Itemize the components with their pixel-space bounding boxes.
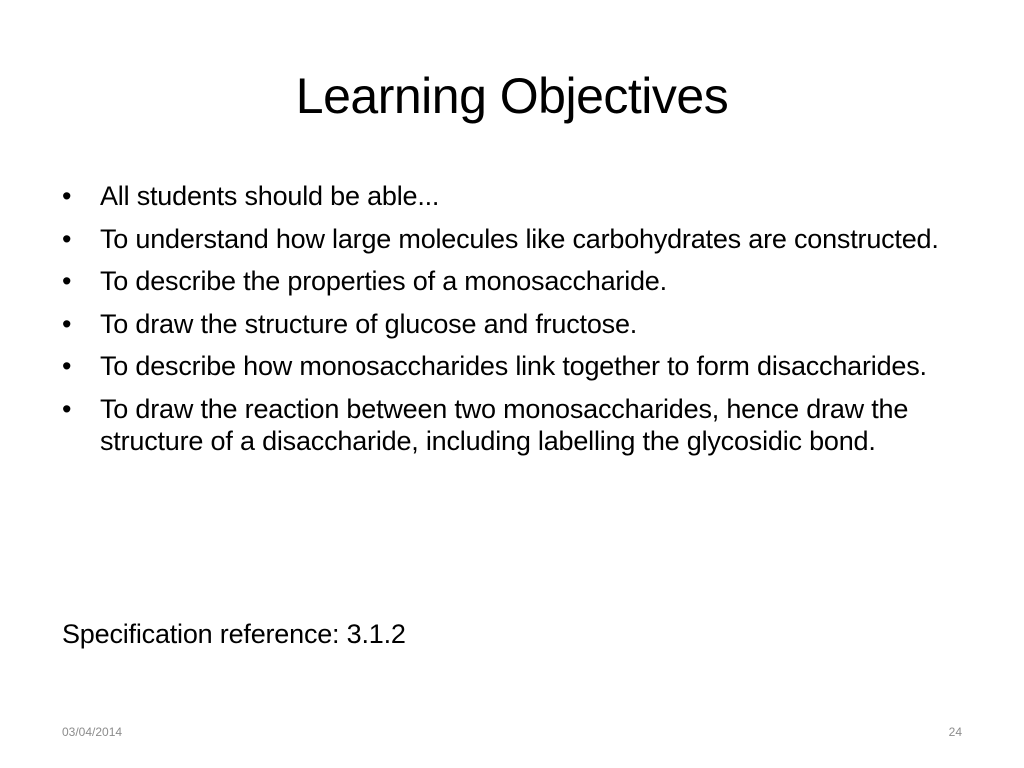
list-item <box>62 393 982 458</box>
bullet-icon: • <box>62 181 72 211</box>
list-item <box>62 223 982 256</box>
bullet-icon: • <box>62 308 72 339</box>
list-item-text: All students should be able... <box>100 181 440 211</box>
objectives-list <box>62 180 982 468</box>
list-item-text: To draw the structure of glucose and fructose. <box>100 308 638 339</box>
list-item <box>62 180 982 213</box>
list-item-text: To describe the properties of a monosaccharide. <box>100 266 667 296</box>
specification-reference: Specification reference: 3.1.2 <box>62 619 406 649</box>
list-item-text: To describe how monosaccharides link together to form disaccharides. <box>100 351 927 381</box>
footer-page-number: 24 <box>948 725 962 739</box>
bullet-icon: • <box>62 351 72 381</box>
bullet-icon: • <box>62 223 72 254</box>
list-item <box>62 350 982 383</box>
slide-title: Learning Objectives <box>295 68 729 124</box>
list-item-text: To draw the reaction between two monosaccharides, hence draw the structure of a disaccharide, including labelling the glycosidic bond. <box>100 393 909 456</box>
bullet-icon: • <box>62 266 72 296</box>
footer-date: 03/04/2014 <box>62 725 123 739</box>
list-item <box>62 265 982 298</box>
bullet-icon: • <box>62 393 72 424</box>
list-item <box>62 308 982 341</box>
list-item-text: To understand how large molecules like carbohydrates are constructed. <box>100 223 939 254</box>
